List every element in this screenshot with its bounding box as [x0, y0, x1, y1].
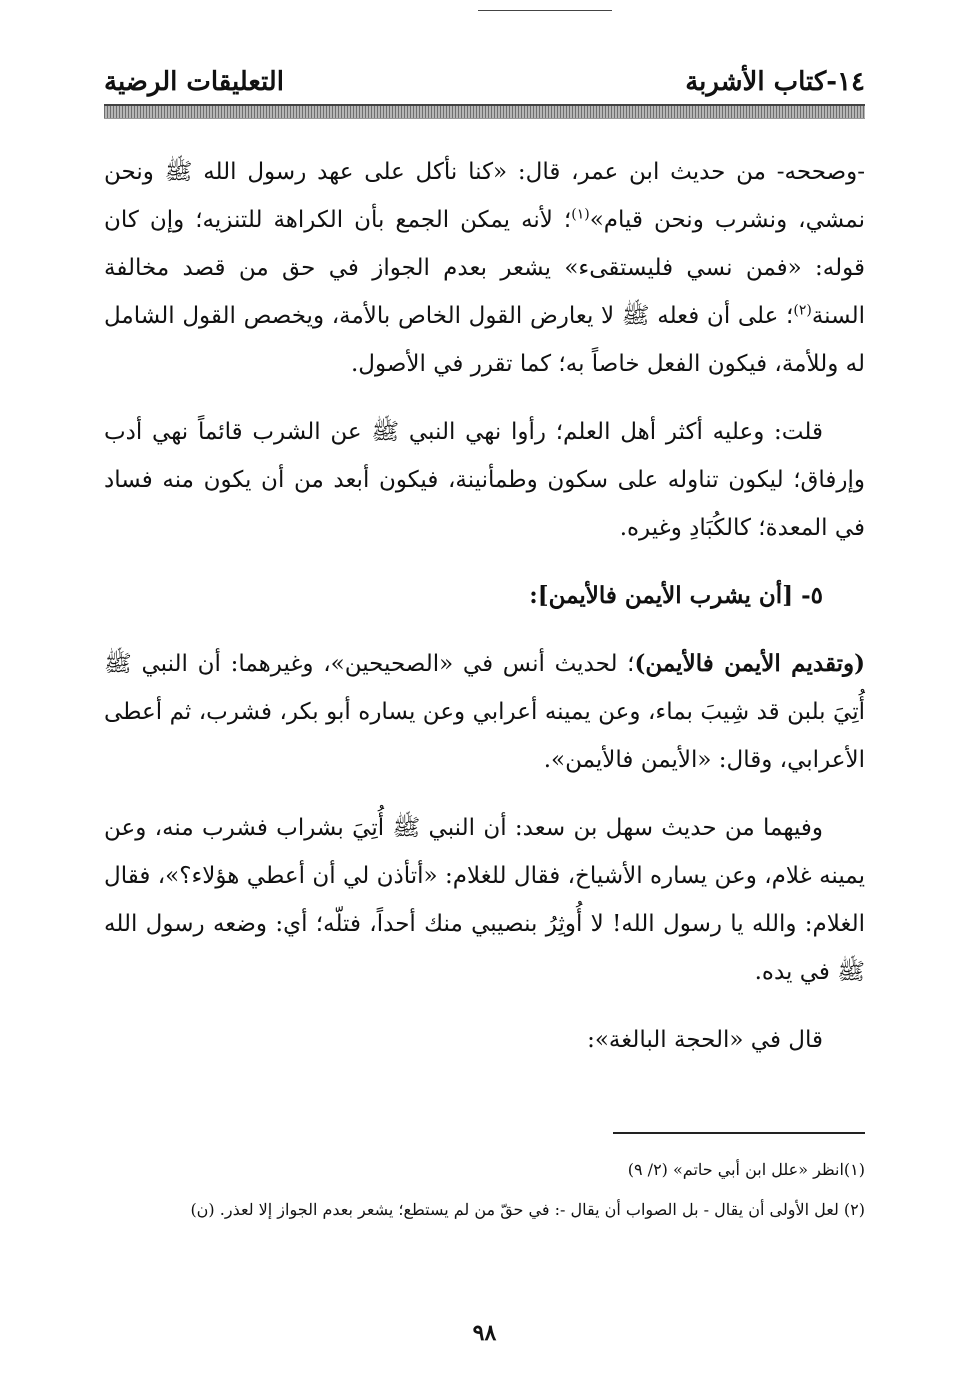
page-body: [104, 148, 865, 1064]
footnote-1: (١)انظر «علل ابن أبي حاتم» (٢/ ٩): [627, 1160, 865, 1179]
paragraph-gap: [104, 620, 865, 640]
paragraph-gap: [104, 784, 865, 804]
chapter-title: ١٤-كتاب الأشربة: [685, 67, 865, 97]
paragraph-gap: [104, 552, 865, 572]
paragraph-1-text-a: -وصححه- من حديث ابن عمر، قال: «كنا نأكل على عهد رسول الله ﷺ ونحن نمشي، ونشرب ونحن قيام»: [104, 159, 865, 233]
footnote-ref-1: (١): [571, 206, 590, 223]
paragraph-4-text: ؛ لحديث أنس في «الصحيحين»، وغيرهما: أن النبي ﷺ أُتِيَ بلبن قد شِيبَ بماء، وعن يمينه أعرابي وعن يساره أبو بكر، فشرب، ثم أعطى الأعرابي، وقال: «الأيمن فالأيمن».: [104, 651, 865, 773]
footnotes: [104, 1150, 865, 1230]
footnote-2: (٢) لعل الأولى أن يقال - بل الصواب أن يقال -: في حقّ من لم يستطع؛ يشعر بعدم الجواز إلا لعذر. (ن): [190, 1200, 865, 1219]
footnote-ref-2: (٢): [793, 302, 812, 319]
paragraph-1: [104, 148, 865, 388]
paragraph-4: [104, 640, 865, 784]
paragraph-gap: [104, 388, 865, 408]
paragraph-1-text-c: ؛ على أن فعله ﷺ لا يعارض القول الخاص بالأمة، ويخصص القول الشامل له وللأمة، فيكون الفعل خاصاً به؛ كما تقرر في الأصول.: [104, 303, 865, 377]
running-header: [104, 62, 865, 102]
paragraph-4-lead: (وتقديم الأيمن فالأيمن): [634, 650, 865, 677]
header-rule: [104, 104, 865, 119]
paragraph-5: وفيهما من حديث سهل بن سعد: أن النبي ﷺ أُتِيَ بشراب فشرب منه، وعن يمينه غلام، وعن يساره الأشياخ، فقال للغلام: «أتأذن لي أن أعطي هؤلاء؟»، فقال الغلام: والله يا رسول الله! لا أُوثِرُ بنصيبي منك أحداً، فتلّه؛ أي: وضعه رسول الله ﷺ في يده.: [104, 815, 865, 985]
book-title: التعليقات الرضية: [104, 67, 284, 97]
paragraph-1-text-b: ؛ لأنه يمكن الجمع بأن الكراهة للتنزيه؛ وإن كان قوله: «فمن نسي فليستقىء» يشعر بعدم الجواز في حق من قصد مخالفة السنة: [104, 207, 865, 329]
page-number: ٩٨: [472, 1320, 497, 1346]
paragraph-gap: [104, 996, 865, 1016]
footnote-separator: [613, 1132, 865, 1134]
section-heading: ٥- [أن يشرب الأيمن فالأيمن]:: [529, 582, 823, 609]
paragraph-2: قلت: وعليه أكثر أهل العلم؛ رأوا نهي النبي ﷺ عن الشرب قائماً نهي أدب وإرفاق؛ ليكون تناوله على سكون وطمأنينة، فيكون أبعد من أن يكون منه فساد في المعدة؛ كالكُبَادِ وغيره.: [104, 419, 865, 541]
paragraph-6: قال في «الحجة البالغة»:: [587, 1027, 823, 1053]
top-rule: [478, 10, 612, 11]
